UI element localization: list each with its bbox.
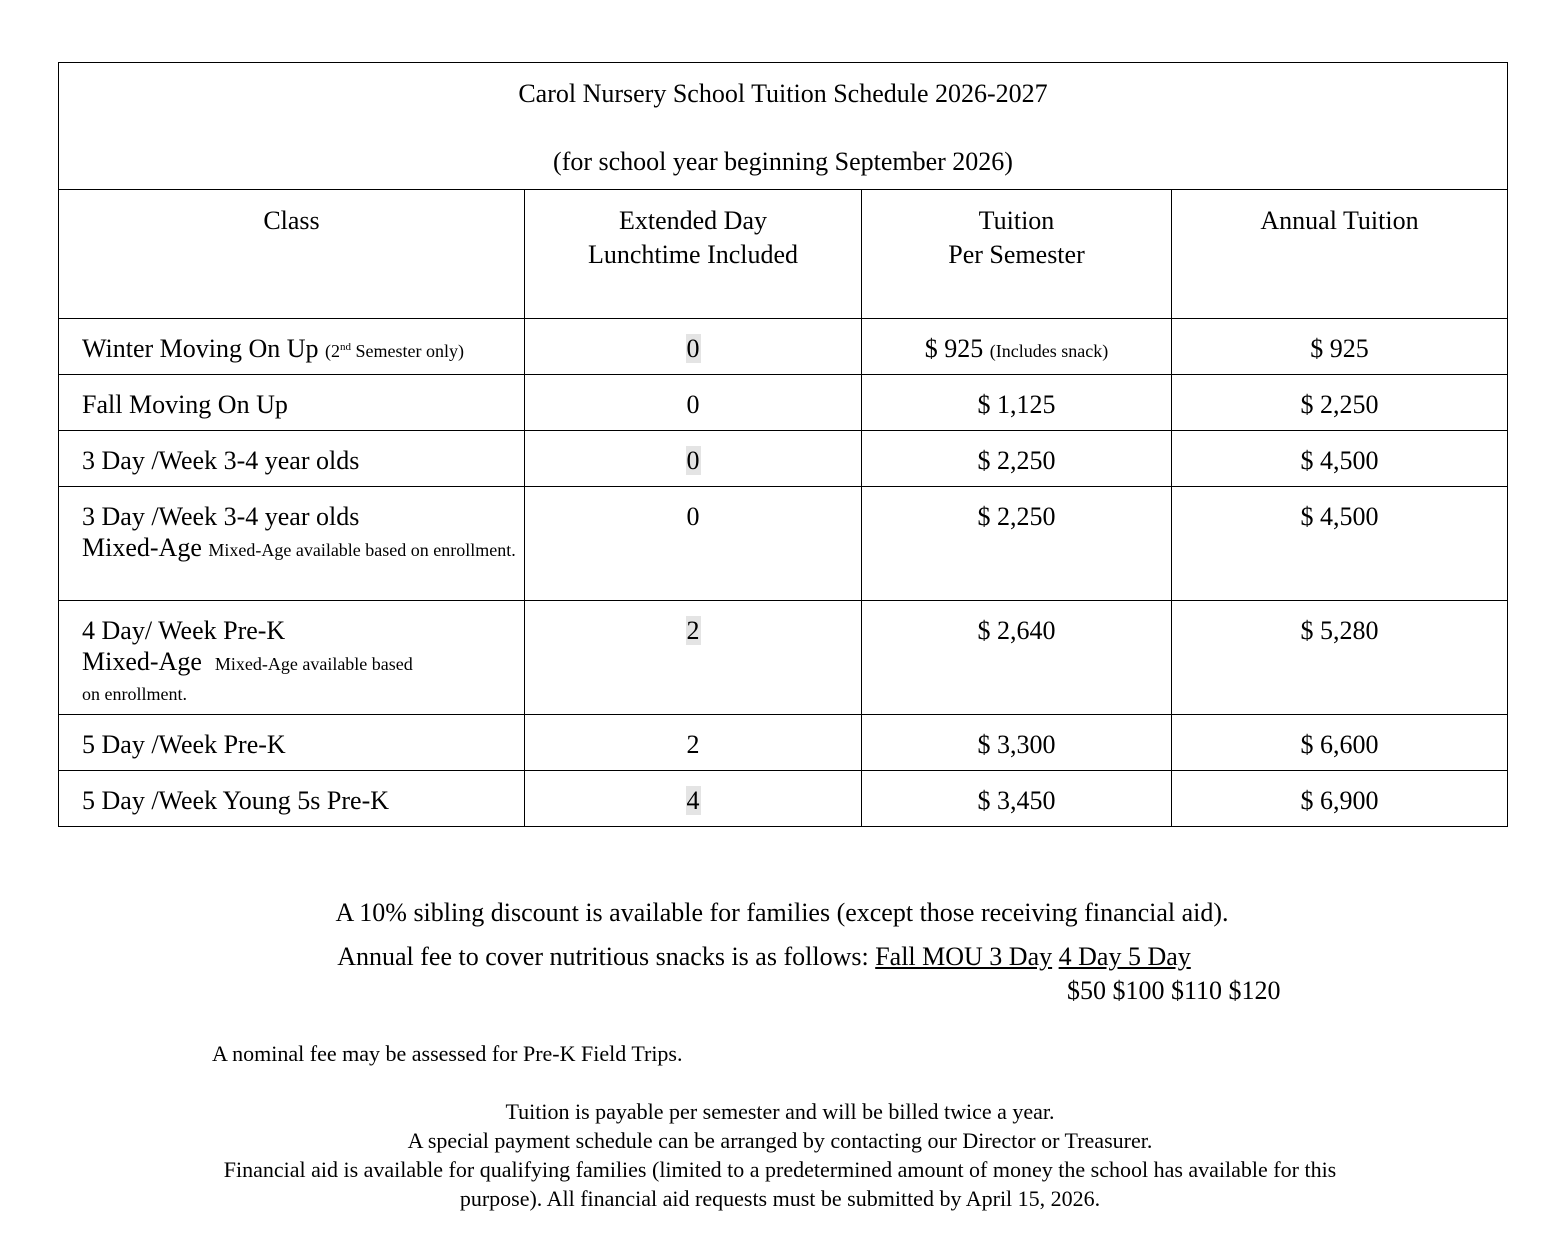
- mixed-age-label: Mixed-Age: [82, 647, 202, 676]
- annual-value: $ 2,250: [1300, 390, 1379, 419]
- table-subtitle: (for school year beginning September 2026): [553, 147, 1013, 176]
- annual-cell: [1172, 601, 1508, 715]
- table-row: [59, 375, 1508, 431]
- semester-cell: [862, 375, 1172, 431]
- header-extended-line1: Extended Day: [618, 206, 767, 235]
- payment-line: A special payment schedule can be arranged by contacting our Director or Treasurer.: [407, 1128, 1153, 1153]
- table-row: [59, 601, 1508, 715]
- class-cell: [59, 771, 525, 827]
- extended-cell: [525, 601, 862, 715]
- class-name: 3 Day /Week 3-4 year olds: [82, 446, 360, 475]
- extended-cell: [525, 771, 862, 827]
- semester-value: $ 2,640: [977, 616, 1056, 645]
- semester-value: $ 3,450: [977, 786, 1056, 815]
- mixed-age-note: Mixed-Age available based on enrollment.: [208, 540, 516, 560]
- semester-note: (Includes snack): [989, 341, 1109, 361]
- table-row: [59, 715, 1508, 771]
- extended-value: 4: [686, 786, 700, 815]
- mixed-age-note: Mixed-Age available based on enrollment.: [82, 654, 413, 704]
- mixed-age-line: [82, 533, 524, 563]
- title-row: [59, 63, 1508, 190]
- table-row: [59, 487, 1508, 601]
- extended-value: 0: [686, 446, 700, 475]
- extended-value: 0: [686, 334, 700, 363]
- header-class: [59, 190, 525, 319]
- table-row: [59, 319, 1508, 375]
- field-trip-note: A nominal fee may be assessed for Pre-K Field Trips.: [212, 1041, 683, 1066]
- semester-cell: [862, 715, 1172, 771]
- snack-fee-note: [0, 942, 1536, 972]
- annual-value: $ 4,500: [1300, 502, 1379, 531]
- annual-value: $ 6,900: [1300, 786, 1379, 815]
- extended-cell: [525, 319, 862, 375]
- header-tuition-semester: [862, 190, 1172, 319]
- mixed-age-label: Mixed-Age: [82, 533, 202, 562]
- payment-line: Financial aid is available for qualifying families (limited to a predetermined amount of money the school has available for this: [223, 1157, 1337, 1182]
- semester-value: $ 925: [924, 334, 984, 363]
- semester-value: $ 1,125: [977, 390, 1056, 419]
- extended-cell: [525, 715, 862, 771]
- mixed-age-line: [82, 647, 524, 707]
- class-cell: [59, 601, 525, 715]
- annual-cell: [1172, 771, 1508, 827]
- extended-cell: [525, 375, 862, 431]
- payment-notes: [0, 1097, 1544, 1213]
- class-name: Winter Moving On Up: [82, 334, 319, 363]
- annual-cell: [1172, 715, 1508, 771]
- class-name: 5 Day /Week Young 5s Pre-K: [82, 786, 389, 815]
- header-annual-tuition: [1172, 190, 1508, 319]
- annual-cell: [1172, 319, 1508, 375]
- table-row: [59, 431, 1508, 487]
- semester-value: $ 2,250: [977, 502, 1056, 531]
- class-note-post: Semester only): [351, 341, 465, 361]
- annual-value: $ 5,280: [1300, 616, 1379, 645]
- semester-cell: [862, 319, 1172, 375]
- payment-line: purpose). All financial aid requests must be submitted by April 15, 2026.: [459, 1186, 1101, 1211]
- table-row: [59, 771, 1508, 827]
- snack-fee-prices: $50 $100 $110 $120: [1067, 976, 1281, 1005]
- class-name: 4 Day/ Week Pre-K: [82, 616, 286, 645]
- tuition-table: [58, 62, 1508, 827]
- semester-cell: [862, 601, 1172, 715]
- payment-line: Tuition is payable per semester and will be billed twice a year.: [505, 1099, 1055, 1124]
- extended-cell: [525, 487, 862, 601]
- snack-fee-labels-a: Fall MOU 3 Day: [875, 942, 1053, 971]
- annual-cell: [1172, 487, 1508, 601]
- table-title: Carol Nursery School Tuition Schedule 2026-2027: [518, 79, 1048, 108]
- extended-cell: [525, 431, 862, 487]
- class-name: Fall Moving On Up: [82, 390, 288, 419]
- annual-value: $ 4,500: [1300, 446, 1379, 475]
- snack-fee-labels-b: 4 Day 5 Day: [1058, 942, 1191, 971]
- extended-value: 0: [686, 390, 700, 419]
- header-annual-label: Annual Tuition: [1260, 206, 1419, 235]
- extended-value: 2: [686, 730, 700, 759]
- class-note-sup: nd: [340, 341, 352, 353]
- semester-cell: [862, 487, 1172, 601]
- header-row: [59, 190, 1508, 319]
- header-extended-day: [525, 190, 862, 319]
- annual-cell: [1172, 375, 1508, 431]
- snack-fee-intro: Annual fee to cover nutritious snacks is as follows:: [337, 942, 876, 971]
- class-note-pre: (2: [325, 341, 341, 361]
- semester-cell: [862, 771, 1172, 827]
- class-name: 3 Day /Week 3-4 year olds: [82, 502, 360, 531]
- semester-cell: [862, 431, 1172, 487]
- header-semester-line1: Tuition: [978, 206, 1055, 235]
- annual-value: $ 925: [1310, 334, 1369, 363]
- title-cell: [59, 63, 1508, 190]
- header-semester-line2: Per Semester: [948, 240, 1085, 269]
- class-name: 5 Day /Week Pre-K: [82, 730, 286, 759]
- extended-value: 0: [686, 502, 700, 531]
- annual-cell: [1172, 431, 1508, 487]
- class-cell: [59, 375, 525, 431]
- semester-value: $ 3,300: [977, 730, 1056, 759]
- class-cell: [59, 319, 525, 375]
- semester-value: $ 2,250: [977, 446, 1056, 475]
- class-note: [325, 341, 464, 361]
- class-cell: [59, 487, 525, 601]
- annual-value: $ 6,600: [1300, 730, 1379, 759]
- class-cell: [59, 715, 525, 771]
- header-extended-line2: Lunchtime Included: [587, 240, 799, 269]
- class-cell: [59, 431, 525, 487]
- extended-value: 2: [686, 616, 700, 645]
- header-class-label: Class: [263, 206, 320, 235]
- sibling-discount-note: A 10% sibling discount is available for families (except those receiving financial aid).: [335, 898, 1229, 927]
